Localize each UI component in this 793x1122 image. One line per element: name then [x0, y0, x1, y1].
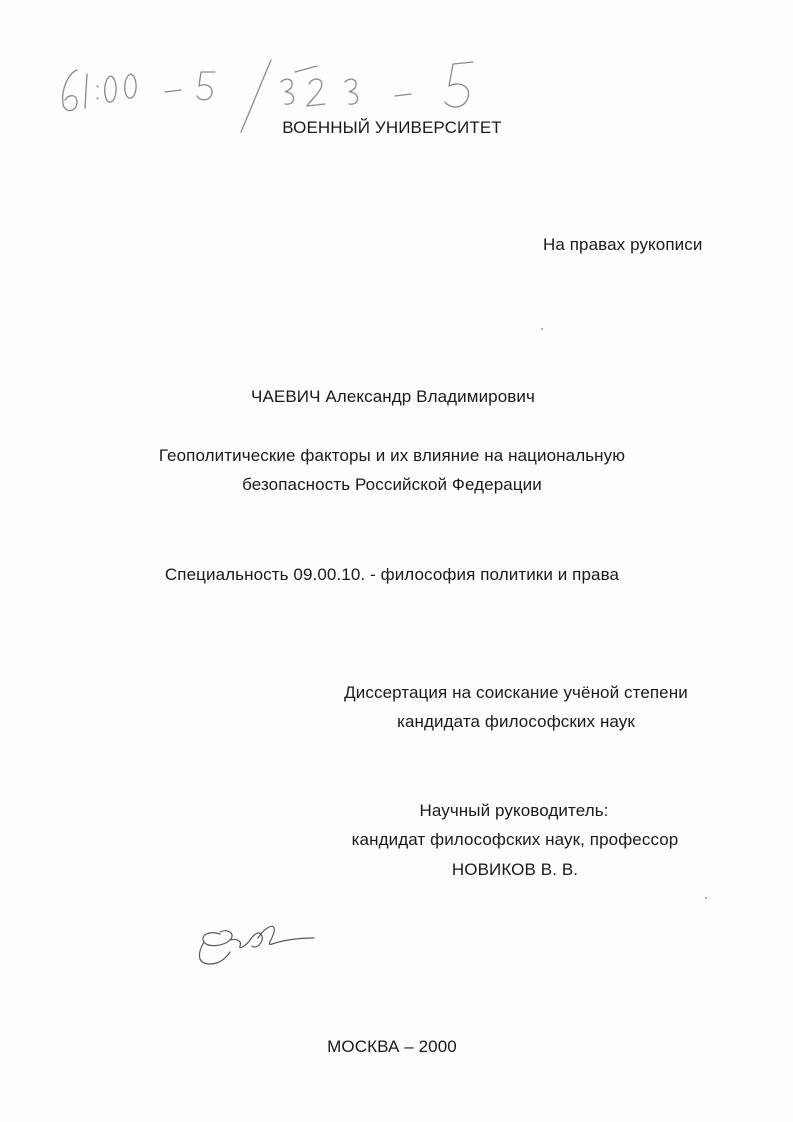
manuscript-rights-note: На правах рукописи	[543, 235, 703, 254]
scan-speck	[541, 328, 543, 330]
supervisor-name: НОВИКОВ В. В.	[451, 860, 579, 879]
city-year: МОСКВА – 2000	[327, 1037, 457, 1056]
organization-name: ВОЕННЫЙ УНИВЕРСИТЕТ	[282, 118, 502, 137]
author-name: ЧАЕВИЧ Александр Владимирович	[251, 387, 535, 406]
supervisor-position: кандидат философских наук, профессор	[351, 830, 679, 849]
degree-line-2: кандидата философских наук	[397, 712, 635, 731]
supervisor-heading: Научный руководитель:	[419, 801, 609, 820]
signature-mark	[190, 912, 320, 972]
dissertation-title-line-1: Геополитические факторы и их влияние на национальную	[158, 446, 626, 465]
specialty: Специальность 09.00.10. - философия политики и права	[164, 565, 620, 584]
dissertation-title-line-2: безопасность Российской Федерации	[242, 475, 542, 494]
scan-speck	[705, 897, 707, 899]
degree-line-1: Диссертация на соискание учёной степени	[344, 683, 688, 702]
